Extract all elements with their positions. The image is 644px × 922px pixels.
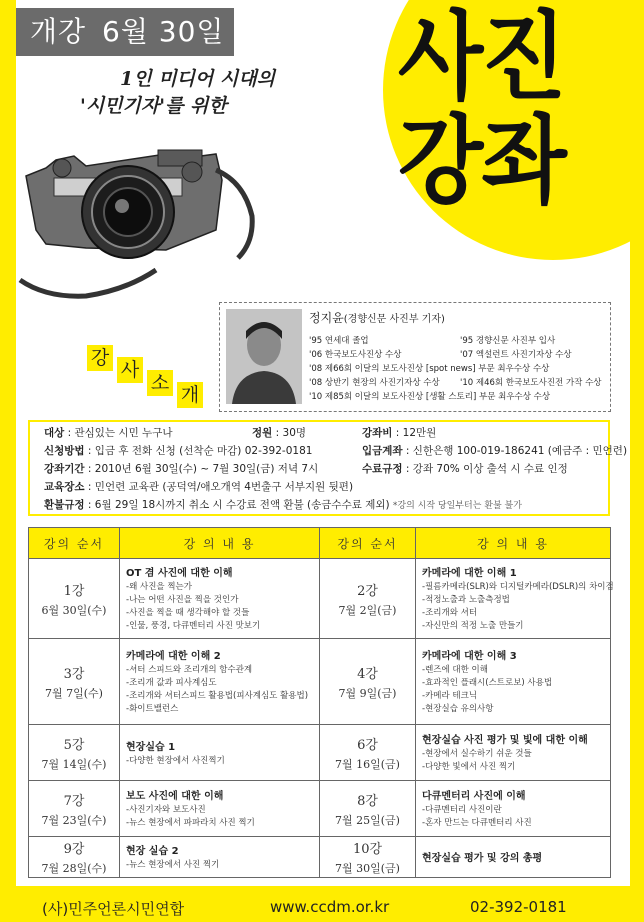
- header-content-1: 강 의 내 용: [120, 528, 320, 559]
- date-value: 6월 30일: [102, 15, 225, 48]
- info-capacity: 정원 : 30명: [252, 427, 307, 439]
- schedule-table: [28, 527, 614, 878]
- lecture-content: 카메라에 대한 이해 3 -렌즈에 대한 이해 -효과적인 플래시(스트로보) 사용법 -카메라 테크닉 -현장실습 유의사항: [416, 639, 611, 725]
- header-order-1: 강의 순서: [29, 528, 120, 559]
- lecture-content: 현장 실습 2 -뉴스 현장에서 사진 찍기: [120, 837, 320, 878]
- left-yellow-border: [0, 0, 16, 922]
- label-char-3: 소: [147, 370, 173, 396]
- schedule-header-row: [29, 528, 611, 559]
- table-row: [29, 837, 611, 878]
- career-left-2: '08 제66회 이달의 보도사진상 [spot news] 부문 최우수상 수상: [309, 364, 550, 374]
- opening-date-badge: [16, 8, 234, 56]
- instructor-name: 정지윤: [309, 311, 344, 325]
- subtitle: [80, 66, 275, 120]
- lecture-number: 6강 7월 16일(금): [320, 725, 416, 781]
- info-apply: 신청방법 : 입금 후 전화 신청 (선착순 마감) 02-392-0181: [44, 445, 313, 457]
- lecture-number: 9강 7월 28일(수): [29, 837, 120, 878]
- lecture-content: 현장실습 사진 평가 및 빛에 대한 이해 -현장에서 실수하기 쉬운 것들 -다양한 빛에서 사진 찍기: [416, 725, 611, 781]
- career-left-4: '10 제85회 이달의 보도사진상 [생활 스토리] 부문 최우수상 수상: [309, 392, 551, 402]
- lecture-number: 5강 7월 14일(수): [29, 725, 120, 781]
- lecture-number: 2강 7월 2일(금): [320, 559, 416, 639]
- instructor-affiliation: (경향신문 사진부 기자): [343, 314, 445, 325]
- date-prefix: 개강: [30, 15, 87, 48]
- footer-org: (사)민주언론시민연합: [42, 900, 185, 918]
- lecture-content: 보도 사진에 대한 이해 -사진기자와 보도사진 -뉴스 현장에서 파파라치 사진 찍기: [120, 781, 320, 837]
- label-char-4: 개: [177, 382, 203, 408]
- label-char-1: 강: [87, 345, 113, 371]
- career-right-0: '95 경향신문 사진부 입사: [460, 336, 556, 346]
- lecture-number: 1강 6월 30일(수): [29, 559, 120, 639]
- subtitle-line-2: '시민기자'를 위한: [80, 95, 227, 117]
- lecture-content: 현장실습 1 -다양한 현장에서 사진찍기: [120, 725, 320, 781]
- info-account: 입금계좌 : 신한은행 100-019-186241 (예금주 : 민언련): [362, 445, 628, 457]
- footer-url[interactable]: www.ccdm.or.kr: [270, 898, 390, 916]
- instructor-photo: [226, 309, 302, 404]
- title-line-1: 사진: [398, 1, 565, 113]
- lecture-content: 현장실습 평가 및 강의 총평: [416, 837, 611, 878]
- instructor-name-line: [309, 309, 445, 326]
- page-title: [398, 1, 579, 217]
- lecture-content: 카메라에 대한 이해 1 -필름카메라(SLR)와 디지털카메라(DSLR)의 차이점 -적정노출과 노출측정법 -조리개와 셔터 -자신만의 적정 노출 만들기: [416, 559, 611, 639]
- course-info-box: [28, 420, 628, 516]
- subtitle-line-1: 1인 미디어 시대의: [120, 68, 275, 90]
- table-row: [29, 781, 611, 837]
- lecture-number: 8강 7월 25일(금): [320, 781, 416, 837]
- table-row: [29, 559, 611, 639]
- lecture-number: 4강 7월 9일(금): [320, 639, 416, 725]
- lecture-number: 7강 7월 23일(수): [29, 781, 120, 837]
- career-right-2: '10 제46회 한국보도사진전 가작 수상: [460, 378, 602, 388]
- footer: [0, 886, 644, 922]
- header-content-2: 강 의 내 용: [416, 528, 611, 559]
- label-char-2: 사: [117, 357, 143, 383]
- career-left-3: '08 상반기 현장의 사진기자상 수상: [309, 378, 440, 388]
- info-refund: 환불규정 : 6월 29일 18시까지 취소 시 수강료 전액 환불 (송금수수료 제외) *강의 시작 당일부터는 환불 불가: [44, 499, 522, 511]
- title-line-2: 강좌: [398, 105, 565, 217]
- lecture-content: 카메라에 대한 이해 2 -셔터 스피드와 조리개의 함수관계 -조리개 값과 피사계심도 -조리개와 셔터스피드 활용법(피사계심도 활용법) -화이트밸런스: [120, 639, 320, 725]
- info-period: 강좌기간 : 2010년 6월 30일(수) ~ 7월 30일(금) 저녁 7시: [44, 463, 319, 475]
- career-left-0: '95 연세대 졸업: [309, 336, 369, 346]
- lecture-number: 10강 7월 30일(금): [320, 837, 416, 878]
- career-left-1: '06 한국보도사진상 수상: [309, 350, 402, 360]
- table-row: [29, 725, 611, 781]
- info-target: 대상 : 관심있는 시민 누구나: [44, 427, 173, 439]
- header-order-2: 강의 순서: [320, 528, 416, 559]
- camera-icon: [16, 120, 256, 310]
- table-row: [29, 639, 611, 725]
- info-place: 교육장소 : 민언련 교육관 (공덕역/애오개역 4번출구 서부지원 뒷편): [44, 481, 354, 493]
- refund-note: *강의 시작 당일부터는 환불 불가: [392, 501, 522, 511]
- lecture-content: 다큐멘터리 사진에 이해 -다큐멘터리 사진이란 -혼자 만드는 다큐멘터리 사진: [416, 781, 611, 837]
- lecture-content: OT 겸 사진에 대한 이해 -왜 사진을 찍는가 -나는 어떤 사진을 찍을 것인가 -사진을 찍을 때 생각해야 할 것들 -인물, 풍경, 다큐멘터리 사진 맛보기: [120, 559, 320, 639]
- info-fee: 강좌비 : 12만원: [362, 427, 437, 439]
- lecture-number: 3강 7월 7일(수): [29, 639, 120, 725]
- info-cert: 수료규정 : 강좌 70% 이상 출석 시 수료 인정: [362, 463, 568, 475]
- footer-phone: 02-392-0181: [470, 898, 567, 916]
- career-right-1: '07 엑설런트 사진기자상 수상: [460, 350, 572, 360]
